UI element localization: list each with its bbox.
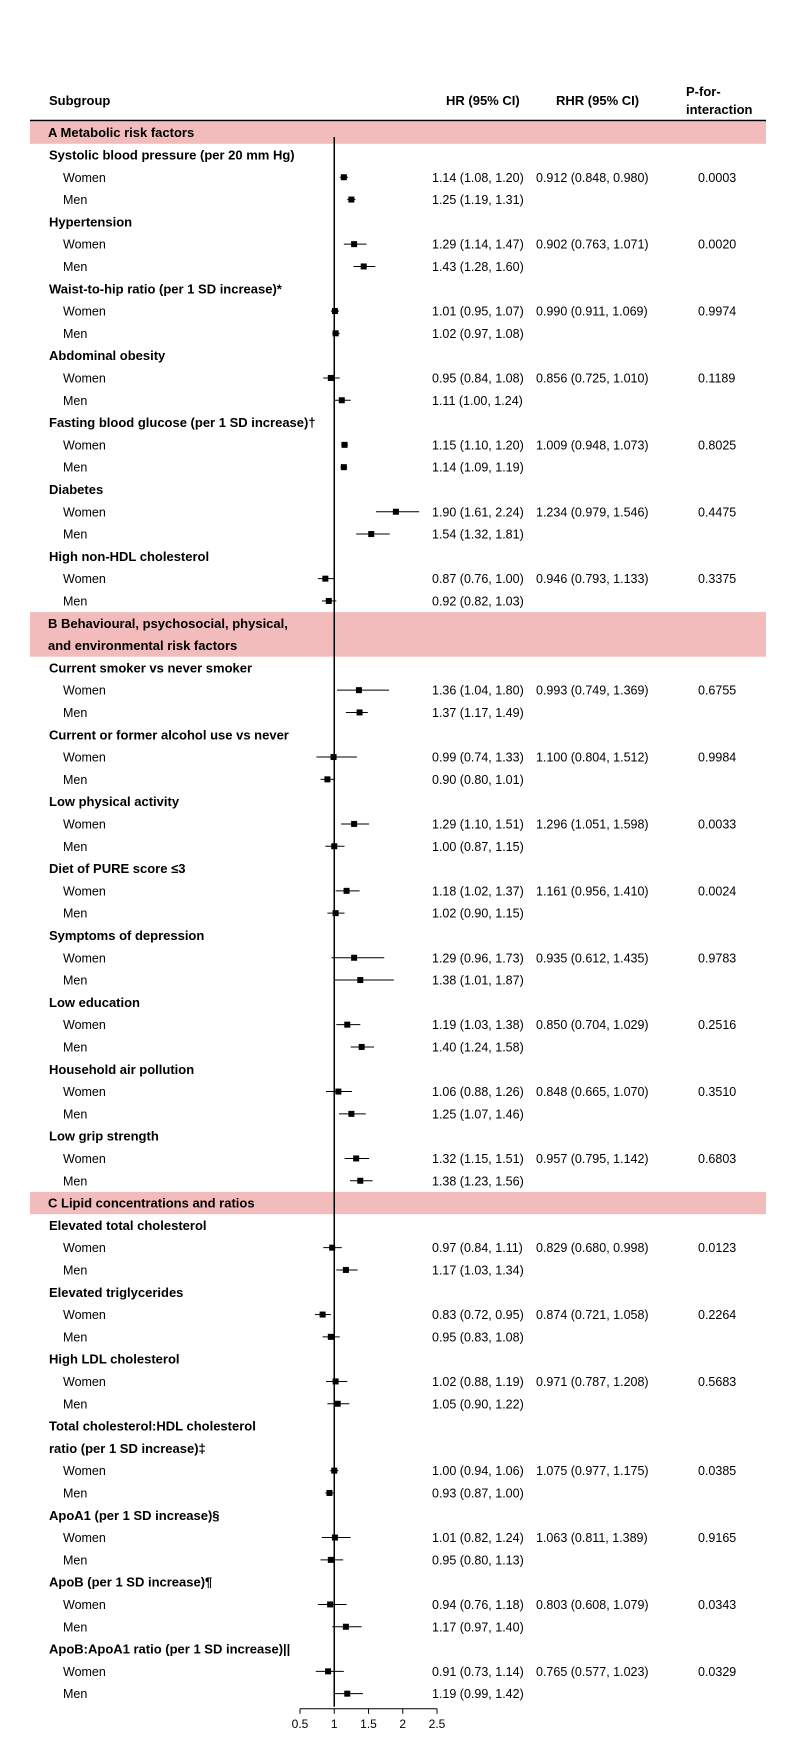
p-interaction-value: 0.3375: [698, 572, 737, 587]
hr-marker: [329, 1245, 335, 1251]
section-label: B Behavioural, psychosocial, physical,: [48, 615, 288, 631]
hr-value: 1.29 (1.14, 1.47): [432, 237, 524, 252]
subgroup-label: Men: [63, 594, 88, 609]
group-label: Diet of PURE score ≤3: [49, 861, 186, 877]
subgroup-label: Women: [63, 170, 106, 185]
hr-marker: [322, 576, 328, 582]
subgroup-label: Women: [63, 951, 106, 966]
hr-marker: [328, 1334, 334, 1340]
subgroup-label: Men: [63, 259, 88, 274]
rhr-value: 0.935 (0.612, 1.435): [536, 951, 649, 966]
hr-value: 1.00 (0.94, 1.06): [432, 1464, 524, 1479]
hr-value: 1.40 (1.24, 1.58): [432, 1040, 524, 1055]
subgroup-label: Men: [63, 1330, 88, 1345]
hr-marker: [344, 888, 350, 894]
subgroup-label: Women: [63, 1085, 106, 1100]
hr-value: 1.06 (0.88, 1.26): [432, 1085, 524, 1100]
rhr-value: 0.902 (0.763, 1.071): [536, 237, 649, 252]
subgroup-label: Men: [63, 705, 88, 720]
hr-marker: [356, 687, 362, 693]
group-label: Waist-to-hip ratio (per 1 SD increase)*: [49, 281, 282, 297]
hr-value: 1.38 (1.23, 1.56): [432, 1174, 524, 1189]
hr-marker: [351, 955, 357, 961]
group-label: ApoB:ApoA1 ratio (per 1 SD increase)||: [49, 1641, 291, 1657]
subgroup-label: Women: [63, 438, 106, 453]
hr-marker: [357, 1178, 363, 1184]
p-interaction-value: 0.5683: [698, 1374, 737, 1389]
hr-marker: [335, 1401, 341, 1407]
subgroup-label: Women: [63, 683, 106, 698]
p-interaction-value: 0.8025: [698, 438, 737, 453]
subgroup-label: Women: [63, 1018, 106, 1033]
hr-marker: [343, 1624, 349, 1630]
subgroup-label: Men: [63, 393, 88, 408]
p-interaction-value: 0.9984: [698, 750, 737, 765]
rhr-value: 0.946 (0.793, 1.133): [536, 572, 649, 587]
hr-value: 1.18 (1.02, 1.37): [432, 884, 524, 899]
group-label: High non-HDL cholesterol: [49, 548, 210, 564]
hr-value: 1.38 (1.01, 1.87): [432, 973, 524, 988]
group-label: High LDL cholesterol: [49, 1351, 180, 1367]
group-label: Symptoms of depression: [49, 927, 205, 943]
group-label: Current smoker vs never smoker: [49, 660, 253, 676]
hr-marker: [368, 531, 374, 537]
rhr-value: 0.803 (0.608, 1.079): [536, 1597, 649, 1612]
group-label: Elevated triglycerides: [49, 1284, 184, 1300]
hr-value: 0.97 (0.84, 1.11): [432, 1241, 523, 1256]
hr-marker: [344, 1691, 350, 1697]
subgroup-label: Women: [63, 237, 106, 252]
rhr-value: 0.957 (0.795, 1.142): [536, 1151, 649, 1166]
subgroup-label: Men: [63, 1397, 88, 1412]
hr-marker: [357, 977, 363, 983]
subgroup-label: Men: [63, 839, 88, 854]
subgroup-label: Women: [63, 750, 106, 765]
hr-marker: [353, 1155, 359, 1161]
subgroup-label: Women: [63, 1531, 106, 1546]
hr-value: 0.90 (0.80, 1.01): [432, 772, 524, 787]
hr-marker: [320, 1312, 326, 1318]
hr-marker: [331, 843, 337, 849]
rhr-value: 0.848 (0.665, 1.070): [536, 1085, 649, 1100]
p-interaction-value: 0.2516: [698, 1018, 737, 1033]
hr-marker: [326, 598, 332, 604]
p-interaction-value: 0.1189: [698, 371, 736, 386]
p-interaction-value: 0.3510: [698, 1085, 737, 1100]
rhr-value: 1.161 (0.956, 1.410): [536, 884, 649, 899]
p-interaction-value: 0.0024: [698, 884, 737, 899]
rhr-value: 1.100 (0.804, 1.512): [536, 750, 649, 765]
column-header-rhr: RHR (95% CI): [556, 93, 640, 108]
group-label: Low physical activity: [49, 794, 180, 810]
hr-marker: [393, 509, 399, 515]
hr-marker: [351, 821, 357, 827]
column-header-p-line2: interaction: [686, 102, 753, 117]
p-interaction-value: 0.0003: [698, 170, 737, 185]
p-interaction-value: 0.6755: [698, 683, 737, 698]
x-tick-label: 2.5: [428, 1716, 446, 1731]
subgroup-label: Men: [63, 906, 88, 921]
column-header-hr: HR (95% CI): [446, 93, 520, 108]
hr-value: 1.36 (1.04, 1.80): [432, 683, 524, 698]
subgroup-label: Women: [63, 1664, 106, 1679]
column-header-p-line1: P-for-: [686, 84, 721, 99]
subgroup-label: Men: [63, 527, 88, 542]
subgroup-label: Women: [63, 1151, 106, 1166]
hr-value: 0.87 (0.76, 1.00): [432, 572, 524, 587]
group-label: Current or former alcohol use vs never: [49, 727, 289, 743]
group-label: Elevated total cholesterol: [49, 1217, 207, 1233]
x-tick-label: 1.5: [360, 1716, 377, 1731]
hr-marker: [332, 1535, 338, 1541]
hr-marker: [348, 197, 354, 203]
subgroup-label: Men: [63, 1486, 88, 1501]
hr-value: 1.01 (0.82, 1.24): [432, 1531, 524, 1546]
hr-value: 0.95 (0.80, 1.13): [432, 1553, 524, 1568]
hr-value: 1.32 (1.15, 1.51): [432, 1151, 524, 1166]
rhr-value: 1.009 (0.948, 1.073): [536, 438, 649, 453]
hr-value: 1.14 (1.08, 1.20): [432, 170, 524, 185]
hr-marker: [325, 1668, 331, 1674]
hr-marker: [361, 263, 367, 269]
hr-marker: [331, 1468, 337, 1474]
hr-marker: [341, 174, 347, 180]
hr-marker: [332, 308, 338, 314]
group-label: Total cholesterol:HDL cholesterol: [49, 1418, 256, 1434]
subgroup-label: Women: [63, 1597, 106, 1612]
hr-value: 0.95 (0.83, 1.08): [432, 1330, 524, 1345]
hr-value: 1.02 (0.88, 1.19): [432, 1374, 524, 1389]
subgroup-label: Women: [63, 1241, 106, 1256]
hr-value: 1.02 (0.97, 1.08): [432, 326, 524, 341]
rhr-value: 1.296 (1.051, 1.598): [536, 817, 649, 832]
hr-marker: [328, 1557, 334, 1563]
rhr-value: 0.765 (0.577, 1.023): [536, 1664, 649, 1679]
hr-marker: [327, 1601, 333, 1607]
rhr-value: 1.234 (0.979, 1.546): [536, 505, 649, 520]
rhr-value: 0.993 (0.749, 1.369): [536, 683, 649, 698]
hr-value: 1.01 (0.95, 1.07): [432, 304, 524, 319]
rhr-value: 0.874 (0.721, 1.058): [536, 1308, 649, 1323]
p-interaction-value: 0.9783: [698, 951, 737, 966]
subgroup-label: Men: [63, 1553, 88, 1568]
rhr-value: 1.063 (0.811, 1.389): [536, 1531, 648, 1546]
hr-marker: [341, 464, 347, 470]
hr-marker: [326, 1490, 332, 1496]
hr-value: 1.25 (1.07, 1.46): [432, 1107, 524, 1122]
hr-marker: [324, 776, 330, 782]
subgroup-label: Men: [63, 326, 88, 341]
x-tick-label: 1: [330, 1716, 338, 1731]
group-label: Low education: [49, 994, 140, 1010]
group-label: Abdominal obesity: [49, 348, 166, 364]
section-label: and environmental risk factors: [48, 638, 238, 654]
subgroup-label: Men: [63, 1174, 88, 1189]
subgroup-label: Men: [63, 193, 88, 208]
group-label: Diabetes: [49, 481, 104, 497]
hr-marker: [333, 1378, 339, 1384]
subgroup-label: Women: [63, 817, 106, 832]
subgroup-label: Women: [63, 371, 106, 386]
subgroup-label: Men: [63, 1620, 88, 1635]
hr-value: 0.95 (0.84, 1.08): [432, 371, 524, 386]
rhr-value: 0.990 (0.911, 1.069): [536, 304, 648, 319]
rhr-value: 0.856 (0.725, 1.010): [536, 371, 649, 386]
hr-value: 1.02 (0.90, 1.15): [432, 906, 524, 921]
group-label: Systolic blood pressure (per 20 mm Hg): [49, 147, 295, 163]
p-interaction-value: 0.0329: [698, 1664, 737, 1679]
hr-marker: [328, 375, 334, 381]
hr-marker: [351, 241, 357, 247]
group-label: Hypertension: [49, 214, 133, 230]
group-label: Household air pollution: [49, 1061, 195, 1077]
hr-value: 1.00 (0.87, 1.15): [432, 839, 524, 854]
hr-value: 1.90 (1.61, 2.24): [432, 505, 524, 520]
rhr-value: 1.075 (0.977, 1.175): [536, 1464, 649, 1479]
subgroup-label: Men: [63, 973, 88, 988]
forest-rows: [48, 125, 736, 1701]
x-axis: [292, 1709, 446, 1731]
hr-marker: [333, 330, 339, 336]
hr-value: 1.37 (1.17, 1.49): [432, 705, 524, 720]
hr-value: 1.11 (1.00, 1.24): [432, 393, 523, 408]
p-interaction-value: 0.9165: [698, 1531, 737, 1546]
hr-value: 1.19 (0.99, 1.42): [432, 1687, 524, 1702]
hr-marker: [359, 1044, 365, 1050]
p-interaction-value: 0.2264: [698, 1308, 737, 1323]
hr-marker: [333, 910, 339, 916]
p-interaction-value: 0.0033: [698, 817, 737, 832]
hr-value: 0.83 (0.72, 0.95): [432, 1308, 524, 1323]
hr-value: 1.14 (1.09, 1.19): [432, 460, 524, 475]
p-interaction-value: 0.0123: [698, 1241, 737, 1256]
hr-value: 1.05 (0.90, 1.22): [432, 1397, 524, 1412]
subgroup-label: Women: [63, 505, 106, 520]
hr-marker: [357, 709, 363, 715]
rhr-value: 0.971 (0.787, 1.208): [536, 1374, 649, 1389]
hr-marker: [331, 754, 337, 760]
p-interaction-value: 0.0385: [698, 1464, 737, 1479]
subgroup-label: Women: [63, 1464, 106, 1479]
x-tick-label: 2: [399, 1716, 407, 1731]
hr-marker: [343, 1267, 349, 1273]
subgroup-label: Men: [63, 1687, 88, 1702]
hr-value: 1.29 (1.10, 1.51): [432, 817, 524, 832]
subgroup-label: Men: [63, 1107, 88, 1122]
group-label: ratio (per 1 SD increase)‡: [49, 1440, 206, 1456]
group-label: ApoB (per 1 SD increase)¶: [49, 1574, 213, 1590]
hr-value: 1.25 (1.19, 1.31): [432, 193, 524, 208]
subgroup-label: Men: [63, 772, 88, 787]
subgroup-label: Women: [63, 572, 106, 587]
hr-marker: [342, 442, 348, 448]
subgroup-label: Women: [63, 884, 106, 899]
section-label: C Lipid concentrations and ratios: [48, 1195, 255, 1211]
subgroup-label: Men: [63, 1263, 88, 1278]
x-tick-label: 0.5: [291, 1716, 309, 1731]
hr-value: 1.19 (1.03, 1.38): [432, 1018, 524, 1033]
hr-value: 0.93 (0.87, 1.00): [432, 1486, 524, 1501]
p-interaction-value: 0.6803: [698, 1151, 737, 1166]
hr-value: 1.29 (0.96, 1.73): [432, 951, 524, 966]
hr-value: 0.99 (0.74, 1.33): [432, 750, 524, 765]
p-interaction-value: 0.0020: [698, 237, 737, 252]
rhr-value: 0.912 (0.848, 0.980): [536, 170, 649, 185]
rhr-value: 0.829 (0.680, 0.998): [536, 1241, 649, 1256]
hr-marker: [348, 1111, 354, 1117]
p-interaction-value: 0.9974: [698, 304, 737, 319]
column-header-subgroup: Subgroup: [49, 93, 111, 108]
subgroup-label: Women: [63, 304, 106, 319]
hr-marker: [335, 1089, 341, 1095]
subgroup-label: Men: [63, 1040, 88, 1055]
subgroup-label: Women: [63, 1374, 106, 1389]
hr-marker: [344, 1022, 350, 1028]
hr-value: 1.43 (1.28, 1.60): [432, 259, 524, 274]
section-label: A Metabolic risk factors: [48, 125, 195, 141]
p-interaction-value: 0.0343: [698, 1597, 737, 1612]
hr-value: 0.91 (0.73, 1.14): [432, 1664, 524, 1679]
group-label: Fasting blood glucose (per 1 SD increase)†: [49, 415, 316, 431]
hr-value: 0.92 (0.82, 1.03): [432, 594, 524, 609]
hr-marker: [339, 397, 345, 403]
hr-value: 0.94 (0.76, 1.18): [432, 1597, 524, 1612]
hr-value: 1.54 (1.32, 1.81): [432, 527, 524, 542]
hr-value: 1.17 (1.03, 1.34): [432, 1263, 524, 1278]
rhr-value: 0.850 (0.704, 1.029): [536, 1018, 649, 1033]
p-interaction-value: 0.4475: [698, 505, 737, 520]
subgroup-label: Men: [63, 460, 88, 475]
group-label: ApoA1 (per 1 SD increase)§: [49, 1507, 220, 1523]
hr-value: 1.15 (1.10, 1.20): [432, 438, 524, 453]
hr-value: 1.17 (0.97, 1.40): [432, 1620, 524, 1635]
group-label: Low grip strength: [49, 1128, 159, 1144]
subgroup-label: Women: [63, 1308, 106, 1323]
